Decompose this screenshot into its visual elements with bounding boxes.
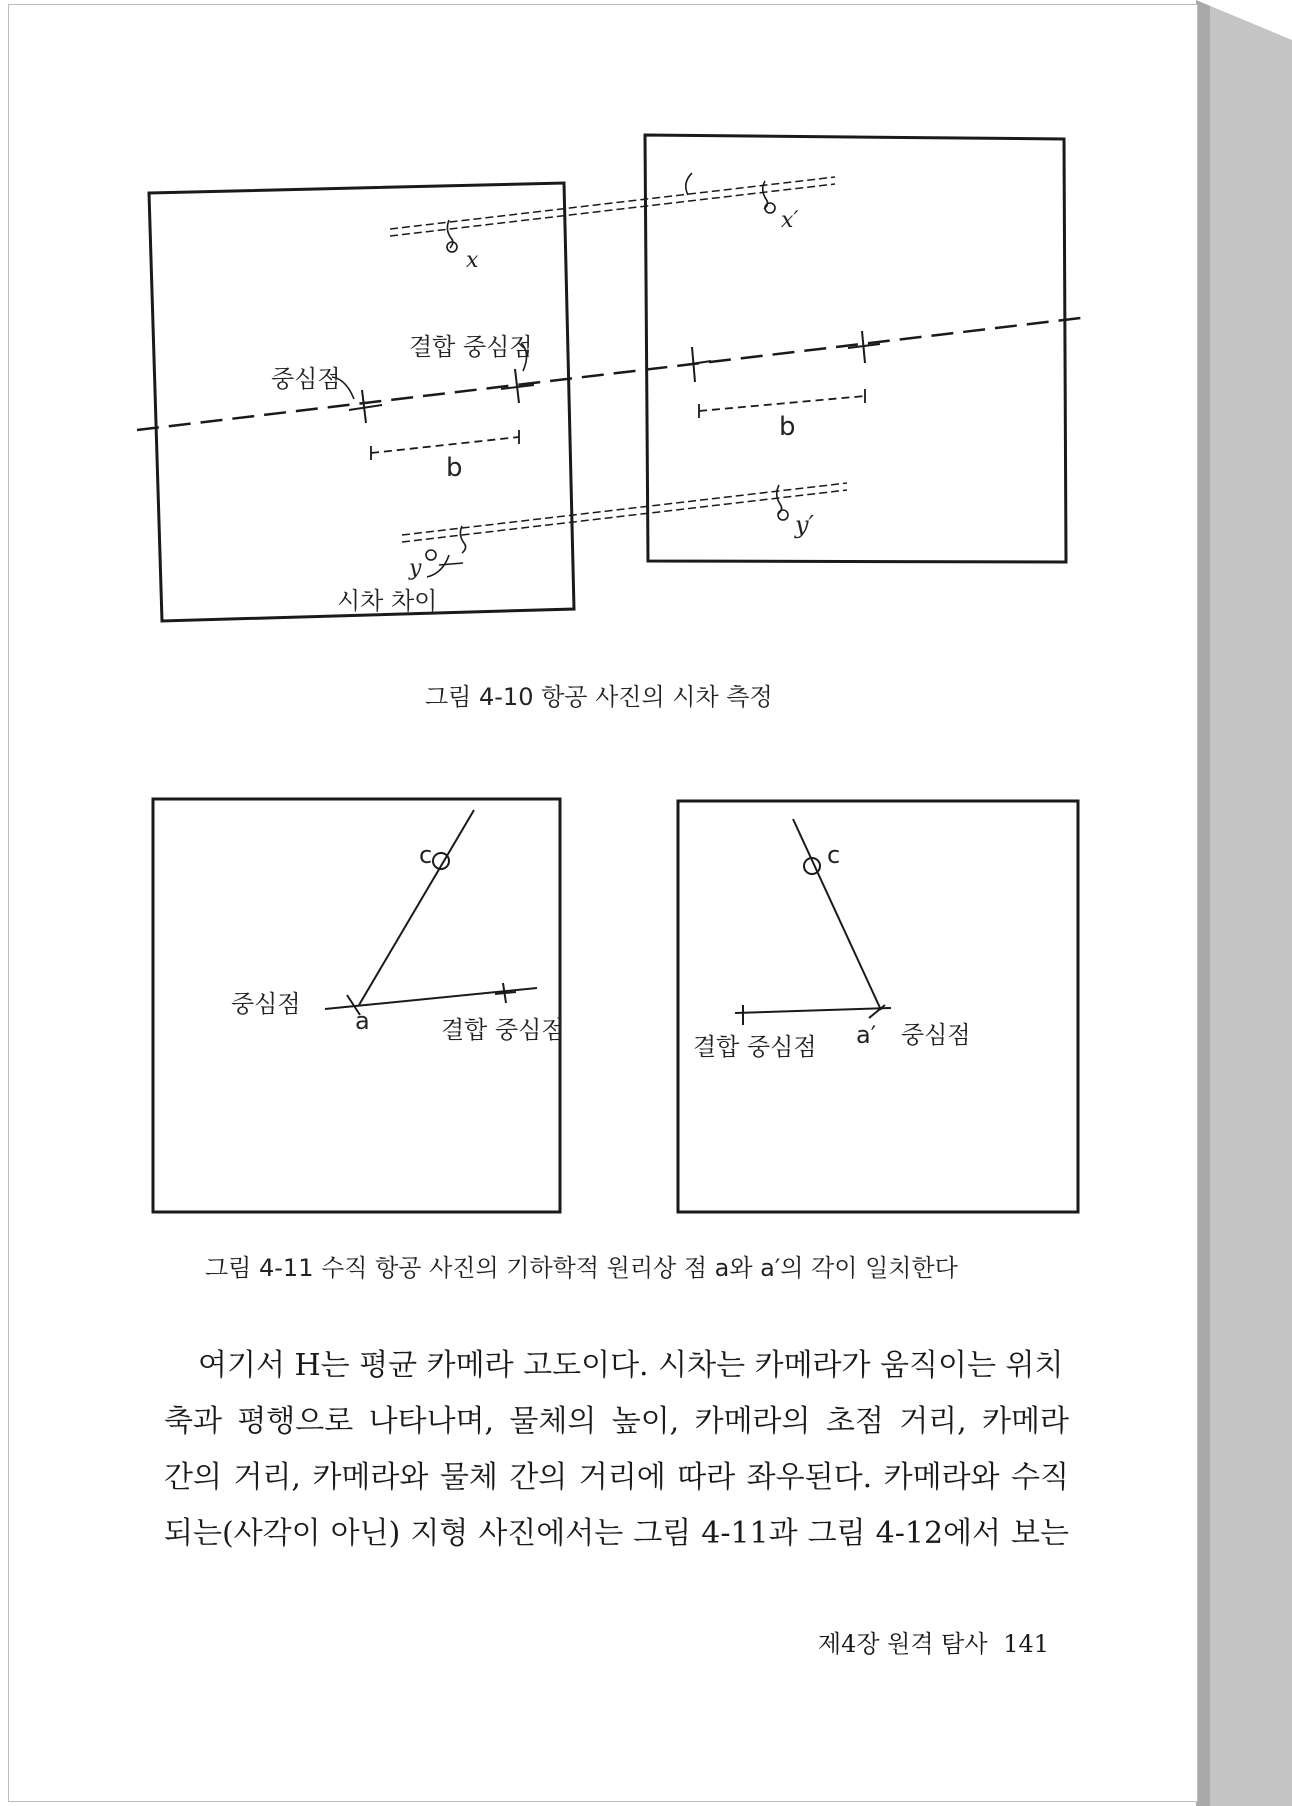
right-vertical-photo-frame (678, 801, 1078, 1212)
label-parallax-difference: 시차 차이 (337, 587, 438, 615)
body-line: 축과 평행으로 나타나며, 물체의 높이, 카메라의 초점 거리, 카메라 (164, 1404, 1069, 1439)
label-b-right: b (779, 412, 796, 442)
label-c-right: c (827, 841, 841, 869)
figure-4-11 (9, 5, 1199, 1245)
page-number: 141 (1003, 1630, 1049, 1658)
right-photo-lines (735, 819, 891, 1025)
label-x-prime: x′ (781, 208, 799, 233)
label-combined-center-point-right: 결합 중심점 (693, 1033, 817, 1061)
label-combined-center-point-left: 결합 중심점 (441, 1016, 565, 1044)
label-center-point: 중심점 (271, 365, 341, 393)
book-side-edge (1196, 0, 1292, 1806)
footer-chapter: 제4장 원격 탐사 (817, 1630, 988, 1658)
label-y-prime: y′ (795, 511, 815, 539)
book-page (8, 4, 1198, 1802)
page-footer (809, 1624, 1049, 1659)
label-center-point-right: 중심점 (901, 1021, 971, 1049)
label-y: y (409, 556, 422, 581)
figure-4-11-caption: 그림 4-11 수직 항공 사진의 기하학적 원리상 점 a와 a′의 각이 일치한다 (205, 1254, 958, 1282)
figure-4-10-caption: 그림 4-10 항공 사진의 시차 측정 (425, 683, 773, 711)
label-b-left: b (446, 453, 463, 483)
body-paragraph (164, 1338, 1069, 1562)
body-line: 여기서 H는 평균 카메라 고도이다. 시차는 카메라가 움직이는 위치 (198, 1348, 1064, 1383)
body-line: 되는(사각이 아닌) 지형 사진에서는 그림 4-11과 그림 4-12에서 보는 (164, 1516, 1069, 1551)
label-combined-center-point: 결합 중심점 (409, 333, 533, 361)
label-center-point-left: 중심점 (231, 990, 301, 1018)
body-line: 간의 거리, 카메라와 물체 간의 거리에 따라 좌우된다. 카메라와 수직 (164, 1460, 1069, 1495)
label-a-prime: a′ (856, 1021, 877, 1049)
label-a: a (355, 1007, 370, 1035)
label-x: x (466, 248, 479, 273)
label-c-left: c (419, 841, 433, 869)
